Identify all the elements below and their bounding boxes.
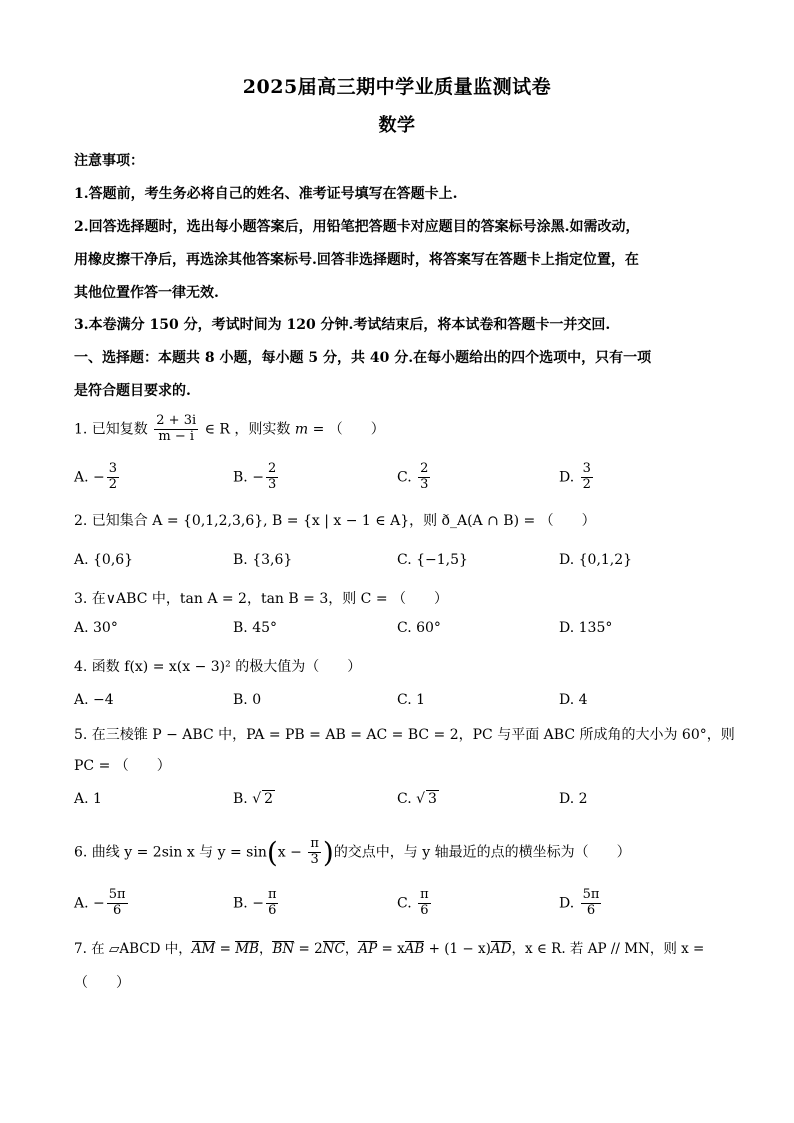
section-heading-line-2: 是符合题目要求的. <box>74 383 191 399</box>
q1-fraction <box>154 414 198 445</box>
q2-option-c: C. {−1,5} <box>397 552 468 568</box>
q1-denominator: m − i <box>158 428 195 444</box>
q4-option-c: C. 1 <box>397 692 426 708</box>
question-5-line-1: 5. 在三棱锥 P − ABC 中，PA = PB = AB = AC = BC = 2，PC 与平面 ABC 所成角的大小为 60°，则 <box>74 727 735 743</box>
q6-option-c: C. $\frac{\pi}{6}$ <box>397 887 429 918</box>
q5-option-d: D. 2 <box>559 791 588 807</box>
q2-option-d: D. {0,1,2} <box>559 552 633 568</box>
q5-option-a: A. 1 <box>74 791 102 807</box>
question-3: 3. 在∨ABC 中，tan A = 2，tan B = 3，则 C = （ ） <box>74 591 449 607</box>
question-2: 2. 已知集合 A = {0,1,2,3,6}, B = {x | x − 1 ∈ A}，则 ð_A(A ∩ B) = （ ） <box>74 513 596 529</box>
q4-option-b: B. 0 <box>233 692 262 708</box>
q1-label: 1. 已知复数 <box>74 421 148 438</box>
section-heading-line-1: 一、选择题：本题共 8 小题，每小题 5 分，共 40 分.在每小题给出的四个选项中，只有一项 <box>74 350 652 366</box>
q5-option-c: C. √ 3 <box>397 791 437 807</box>
notice-heading: 注意事项： <box>74 153 144 169</box>
notice-line-5: 3.本卷满分 150 分，考试时间为 120 分钟.考试结束后，将本试卷和答题卡一并交回. <box>74 317 611 333</box>
q1-numerator: 2 + 3i <box>156 413 197 428</box>
question-6: 6. 曲线 y = 2sin x 与 y = sin(x − $\frac{\pi}{3}$ )的交点中，与 y 轴最近的点的横坐标为（ ） <box>74 836 631 869</box>
q1-option-d: D. $\frac{3}{2}$ <box>559 461 591 492</box>
q2-option-a: A. {0,6} <box>74 552 134 568</box>
q3-option-a: A. 30° <box>74 620 118 636</box>
question-7-line-1: 7. 在 ▱ABCD 中，AM = MB，BN = 2NC，AP = xAB + (1 − x)AD，x ∈ R. 若 AP // MN，则 x = <box>74 941 705 957</box>
q3-option-b: B. 45° <box>233 620 278 636</box>
notice-line-2: 2.回答选择题时，选出每小题答案后，用铅笔把答题卡对应题目的答案标号涂黑.如需改动， <box>74 219 640 235</box>
exam-title: 2025届高三期中学业质量监测试卷 <box>242 76 552 98</box>
notice-line-4: 其他位置作答一律无效. <box>74 285 219 301</box>
q1-var: m <box>294 421 309 438</box>
q3-option-c: C. 60° <box>397 620 441 636</box>
q5-option-b: B. √ 2 <box>233 791 274 807</box>
q4-option-a: A. −4 <box>74 692 114 708</box>
q1-option-c: C. $\frac{2}{3}$ <box>397 461 429 492</box>
q1-tail: ，则实数 <box>234 421 291 438</box>
question-4: 4. 函数 f(x) = x(x − 3)² 的极大值为（ ） <box>74 659 362 675</box>
question-5-line-2: PC = （ ） <box>74 758 171 774</box>
q3-option-d: D. 135° <box>559 620 613 636</box>
q2-option-b: B. {3,6} <box>233 552 293 568</box>
q4-option-d: D. 4 <box>559 692 588 708</box>
q1-end: = （ ） <box>312 421 385 438</box>
q1-option-a: A. − $\frac{3}{2}$ <box>74 461 118 492</box>
question-1 <box>74 414 385 445</box>
notice-line-1: 1.答题前，考生务必将自己的姓名、准考证号填写在答题卡上. <box>74 186 458 202</box>
exam-subject: 数学 <box>378 115 416 136</box>
q1-in-r: ∈ R <box>204 421 230 438</box>
q6-option-a: A. − $\frac{5\pi}{6}$ <box>74 887 126 918</box>
q1-option-b: B. − $\frac{2}{3}$ <box>233 461 277 492</box>
q6-option-b: B. − $\frac{\pi}{6}$ <box>233 887 277 918</box>
q6-option-d: D. $\frac{5\pi}{6}$ <box>559 887 600 918</box>
notice-line-3: 用橡皮擦干净后，再选涂其他答案标号.回答非选择题时，将答案写在答题卡上指定位置，在 <box>74 252 639 268</box>
question-7-line-2: （ ） <box>74 975 130 991</box>
